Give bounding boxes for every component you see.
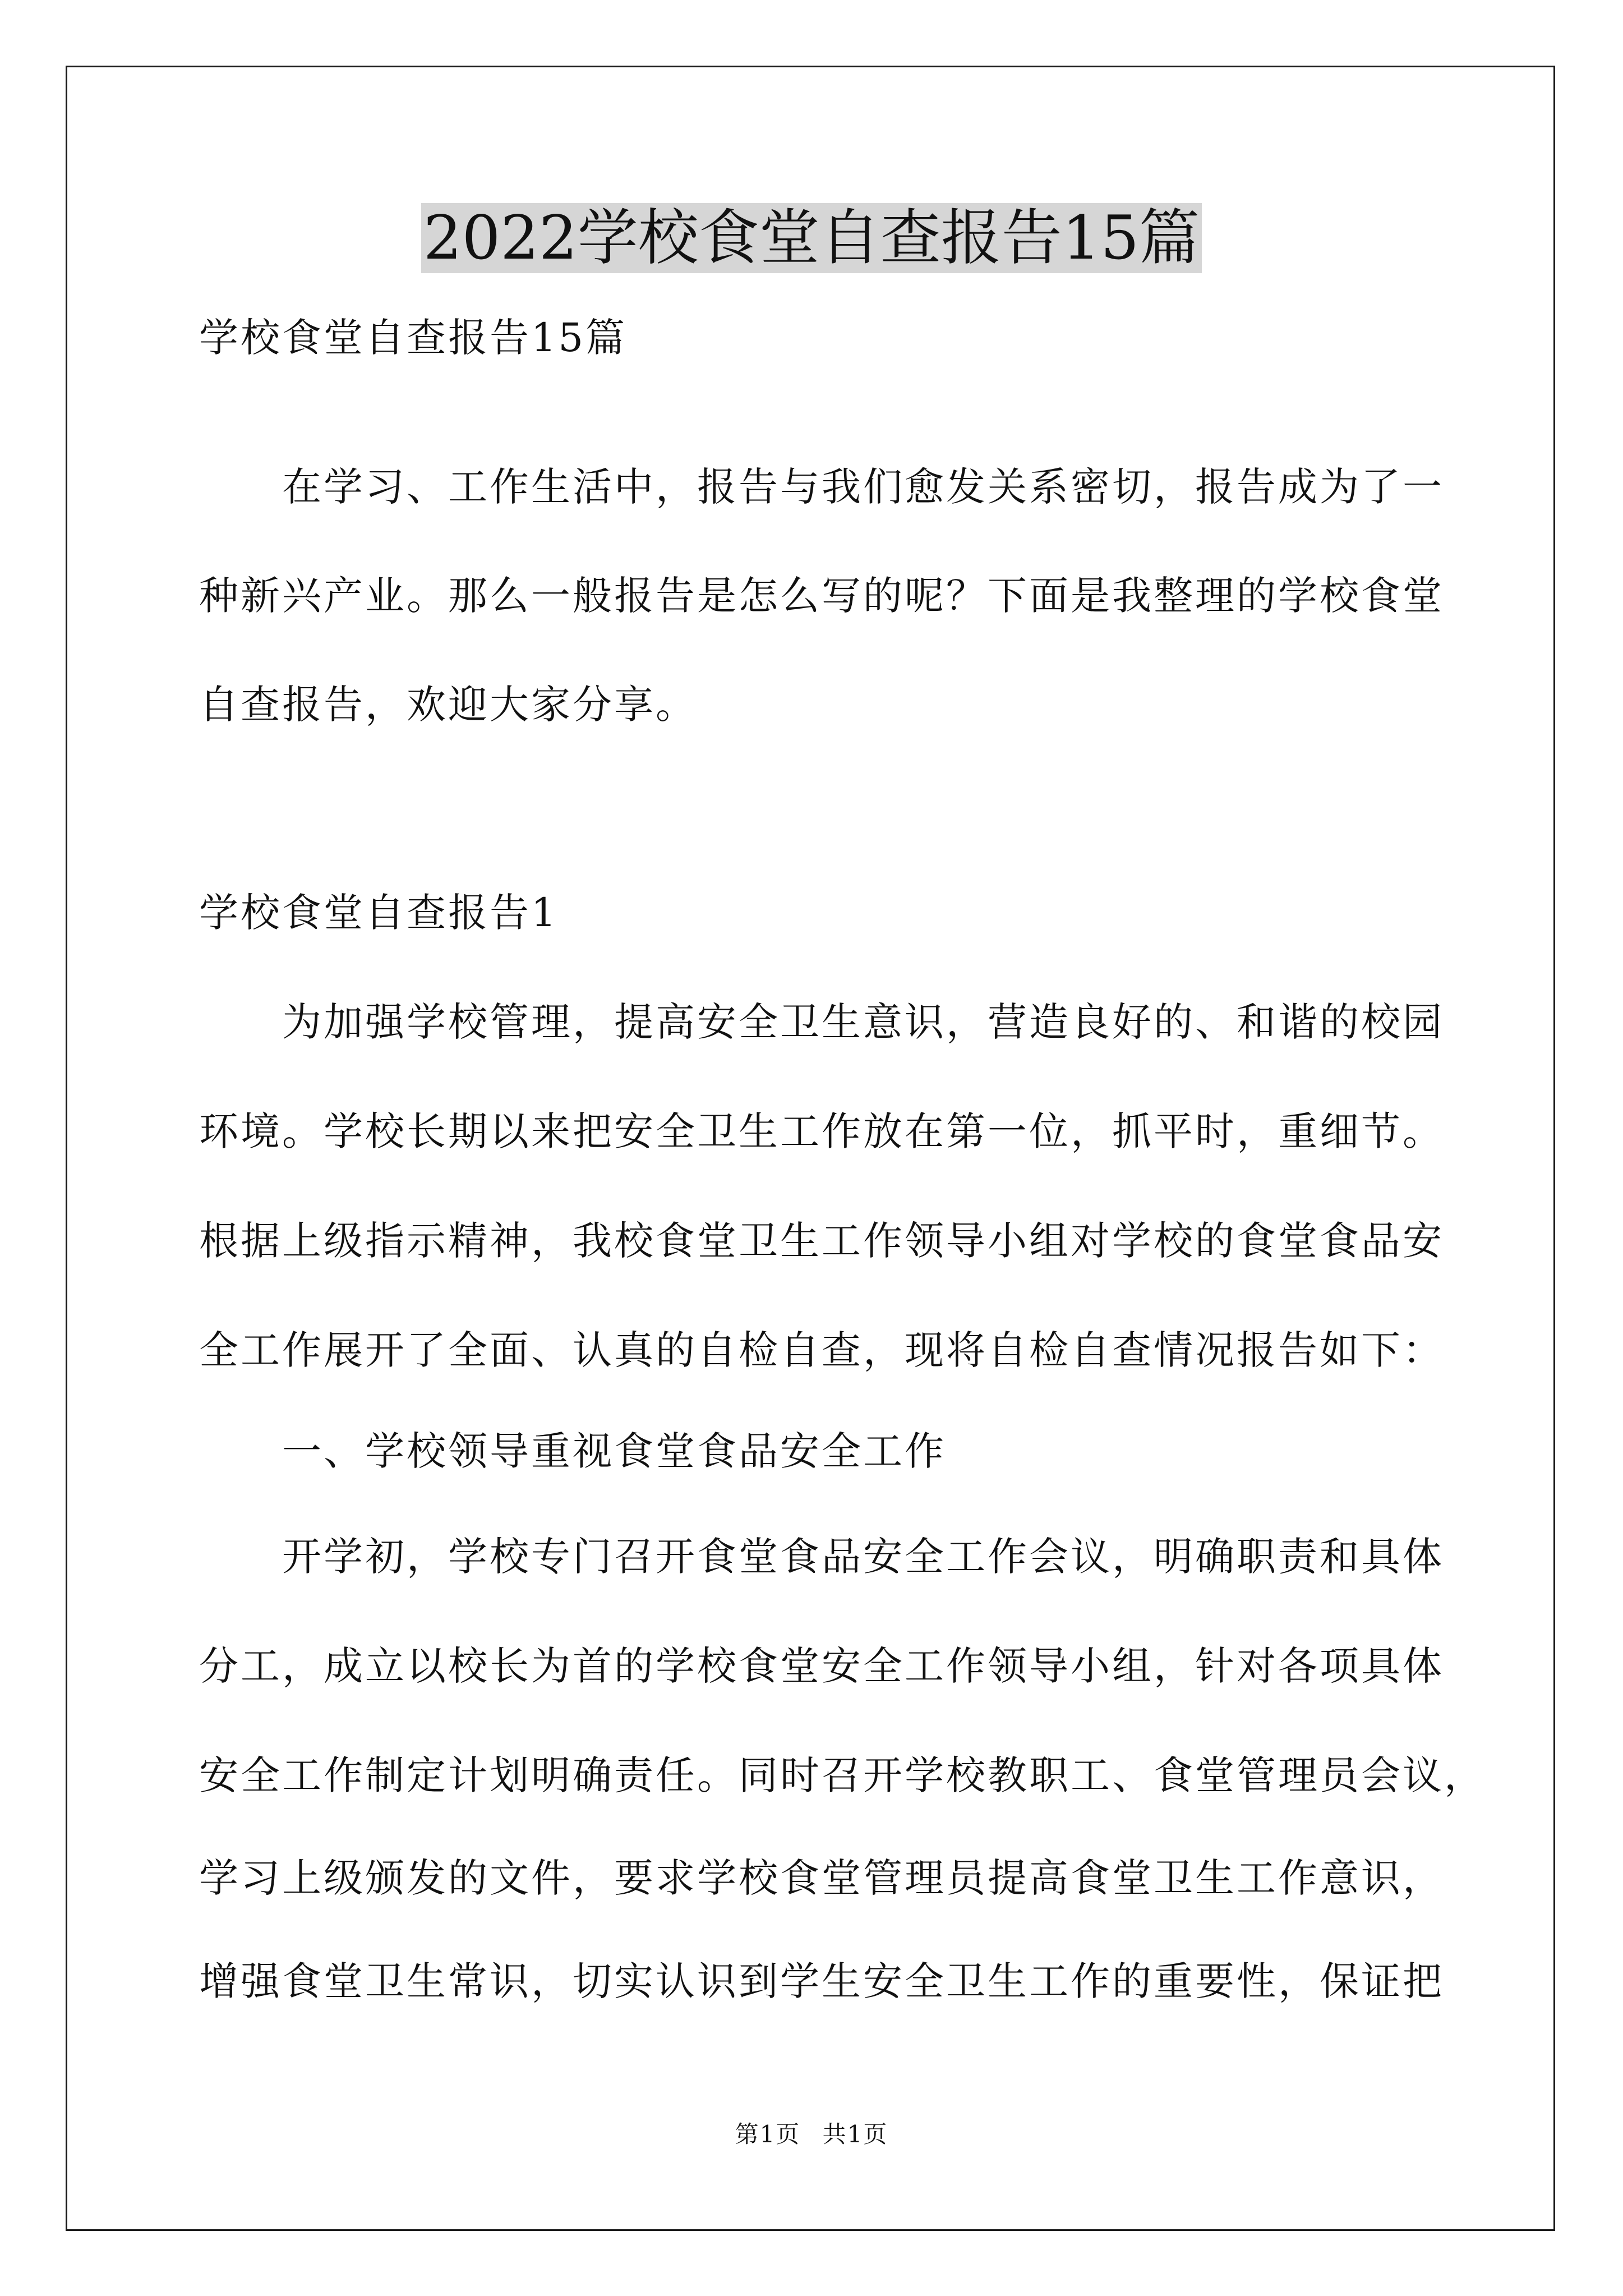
paragraph-line: 学习上级颁发的文件，要求学校食堂管理员提高食堂卫生工作意识， [199,1855,1444,1901]
subtitle-line: 学校食堂自查报告15篇 [199,315,628,361]
page-footer [0,2118,1623,2151]
paragraph-line: 开学初，学校专门召开食堂食品安全工作会议，明确职责和具体 [199,1534,1444,1580]
document-title-text: 2022学校食堂自查报告15篇 [421,203,1202,273]
page-count: 共1页 [822,2120,888,2148]
subsection-heading: 一、学校领导重视食堂食品安全工作 [199,1428,946,1474]
paragraph-line: 根据上级指示精神，我校食堂卫生工作领导小组对学校的食堂食品安 [199,1218,1444,1264]
section-heading: 学校食堂自查报告1 [199,890,559,936]
paragraph-line: 安全工作制定计划明确责任。同时召开学校教职工、食堂管理员会议， [199,1752,1486,1798]
document-title [0,199,1623,278]
page-number: 第1页 [735,2120,801,2148]
paragraph-line: 环境。学校长期以来把安全卫生工作放在第一位，抓平时，重细节。 [199,1108,1444,1154]
paragraph-line: 增强食堂卫生常识，切实认识到学生安全卫生工作的重要性，保证把 [199,1958,1444,2004]
paragraph-line: 分工，成立以校长为首的学校食堂安全工作领导小组，针对各项具体 [199,1643,1444,1689]
paragraph-line: 在学习、工作生活中，报告与我们愈发关系密切，报告成为了一 [199,464,1444,510]
paragraph-line: 种新兴产业。那么一般报告是怎么写的呢？下面是我整理的学校食堂 [199,573,1444,619]
paragraph-line: 为加强学校管理，提高安全卫生意识，营造良好的、和谐的校园 [199,999,1444,1045]
paragraph-line: 全工作展开了全面、认真的自检自查，现将自检自查情况报告如下： [199,1327,1444,1373]
paragraph-line: 自查报告，欢迎大家分享。 [199,682,697,728]
